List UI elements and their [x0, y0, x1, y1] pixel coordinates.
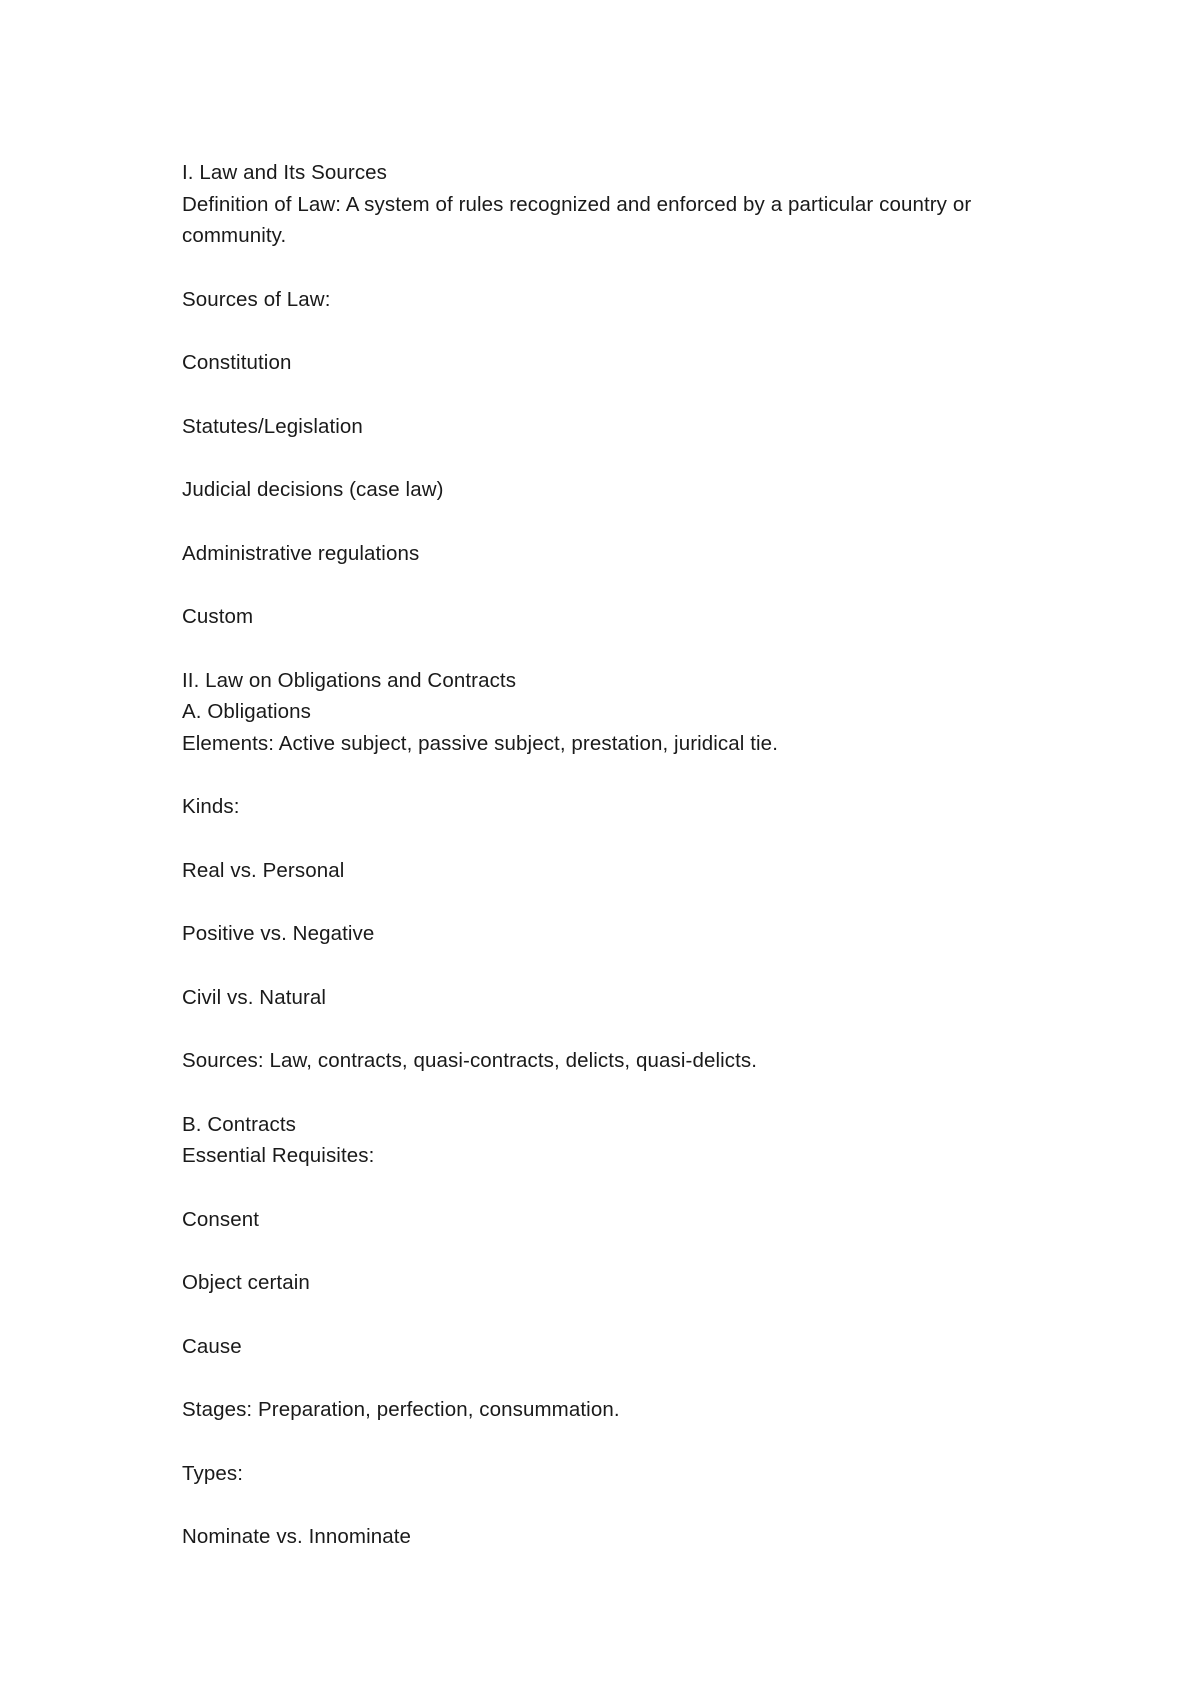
- sources-of-law-label: Sources of Law:: [182, 287, 331, 311]
- list-item: Nominate vs. Innominate: [182, 1525, 412, 1548]
- list-item: Statutes/Legislation: [182, 414, 363, 438]
- blank-line: [182, 442, 1042, 474]
- blank-line: [182, 1172, 1042, 1204]
- essential-requisites-label: Essential Requisites:: [182, 1144, 375, 1167]
- blank-line: [182, 506, 1042, 538]
- subsection-heading-contracts: B. Contracts: [182, 1112, 296, 1136]
- list-item: Real vs. Personal: [182, 858, 345, 882]
- list-item: Civil vs. Natural: [182, 985, 327, 1009]
- blank-line: [182, 1013, 1042, 1045]
- list-item: Custom: [182, 605, 254, 628]
- list-item: Administrative regulations: [182, 541, 420, 565]
- blank-line: [182, 252, 1042, 284]
- blank-line: [182, 759, 1042, 791]
- list-item: Cause: [182, 1334, 242, 1358]
- blank-line: [182, 315, 1042, 347]
- blank-line: [182, 569, 1042, 601]
- blank-line: [182, 379, 1042, 411]
- document-body: [182, 157, 1042, 1553]
- list-item: Consent: [182, 1207, 260, 1231]
- blank-line: [182, 1489, 1042, 1521]
- contract-stages: Stages: Preparation, perfection, consummation.: [182, 1398, 620, 1421]
- types-label: Types:: [182, 1461, 243, 1485]
- list-item: Constitution: [182, 351, 292, 374]
- section-heading-2: II. Law on Obligations and Contracts: [182, 668, 517, 692]
- obligations-elements: Elements: Active subject, passive subject, prestation, juridical tie.: [182, 731, 778, 755]
- blank-line: [182, 1235, 1042, 1267]
- blank-line: [182, 1077, 1042, 1109]
- blank-line: [182, 1362, 1042, 1394]
- subsection-heading-obligations: A. Obligations: [182, 700, 312, 723]
- blank-line: [182, 950, 1042, 982]
- blank-line: [182, 823, 1042, 855]
- blank-line: [182, 886, 1042, 918]
- list-item: Judicial decisions (case law): [182, 478, 444, 501]
- kinds-label: Kinds:: [182, 795, 240, 818]
- blank-line: [182, 1299, 1042, 1331]
- definition-of-law: Definition of Law: A system of rules recognized and enforced by a particular country or community.: [182, 192, 978, 247]
- blank-line: [182, 1426, 1042, 1458]
- list-item: Positive vs. Negative: [182, 922, 375, 945]
- obligations-sources: Sources: Law, contracts, quasi-contracts, delicts, quasi-delicts.: [182, 1049, 758, 1072]
- section-heading-1: I. Law and Its Sources: [182, 161, 388, 184]
- blank-line: [182, 633, 1042, 665]
- list-item: Object certain: [182, 1271, 310, 1294]
